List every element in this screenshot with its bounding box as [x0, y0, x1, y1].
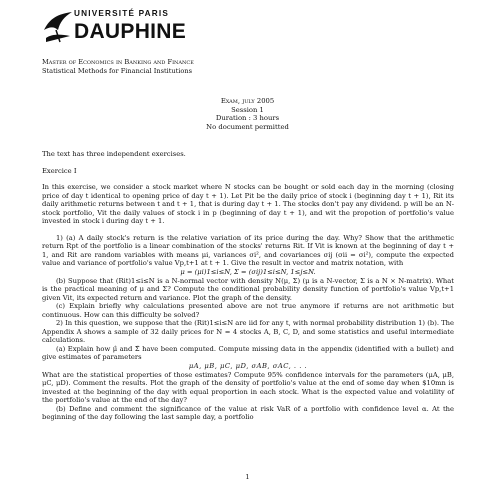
- university-logo: [42, 8, 192, 52]
- formula-mu-sigma: μ = (μi)1≤i≤N, Σ = (σij)1≤i≤N, 1≤j≤N.: [180, 268, 316, 277]
- question-2a: (a) Explain how μ̂ and Σ̂ have been computed. Compute missing data in the appendix (identified with a bullet) and give estimates of parameters: [42, 344, 454, 362]
- exam-policy: No document permitted: [206, 122, 289, 131]
- exam-header: [0, 97, 495, 131]
- parameter-list: μA, μB, μC, μD, σAB, σAC, . . .: [188, 362, 308, 371]
- exam-body: [42, 150, 454, 422]
- university-brand: DAUPHINE: [74, 20, 187, 43]
- question-1b: (b) Suppose that (Rit)1≤i≤N is a N-normal vector with density N(μ, Σ) (μ is a N-vector, Σ is a N × N-matrix). What is the practical meaning of μ and Σ? Compute the conditional probability density function of portfolio's value Vp,t+1 given Vit, its expected return and variance. Plot the graph of the density.: [42, 276, 454, 302]
- exam-duration: Duration : 3 hours: [215, 114, 280, 123]
- exam-session: Session 1: [231, 105, 264, 114]
- exam-title: Exam, july 2005: [220, 97, 275, 105]
- exercise-title: Exercice I: [42, 166, 77, 175]
- question-2b: (b) Define and comment the significance of the value at risk VaR of a portfolio with confidence level α. At the beginning of the day following the last sample day, a portfolio: [42, 404, 454, 422]
- course-name: Statistical Methods for Financial Institutions: [42, 66, 193, 75]
- paragraph-statistics: What are the statistical properties of those estimates? Compute 95% confidence intervals for the parameters (μA, μB, μC, μD). Comment the results. Plot the graph of the density of portfolio's value at the end of some day when $10mn is invested at the beginning of the day with equal proportion in each stock. What is the expected value and volatility of the portfolio's value at the end of the day?: [42, 370, 454, 405]
- university-line: UNIVERSITÉ PARIS: [74, 9, 170, 18]
- question-2: 2) In this question, we suppose that the (Rit)1≤i≤N are iid for any t, with normal probability distribution 1) (b). The Appendix A shows a sample of 32 daily prices for N = 4 stocks A, B, C, D, and some statistics and useful intermediate calculations.: [42, 319, 454, 345]
- question-1c: (c) Explain briefly why calculations presented above are not true anymore if returns are not arithmetic but continuous. How can this difficulty be solved?: [42, 302, 454, 319]
- program-name: Master of Economics in Banking and Finance: [42, 58, 194, 66]
- dauphine-emblem-icon: [42, 8, 74, 48]
- paragraph-1: In this exercise, we consider a stock market where N stocks can be bought or sold each day in the morning (closing price of day t identical to opening price of day t + 1). Let Pit be the daily price of stock i (beginning day t + 1), Rit its daily arithmetic returns between t and t + 1, that is during day t + 1. The stocks don't pay any dividend. p will be an N-stock portfolio, Vit the daily values of stock i in p (beginning of day t + 1), and wit the propotion of portfolio's value invested in stock i during day t + 1.: [42, 183, 454, 226]
- question-1a: 1) (a) A daily stock's return is the relative variation of its price during the day. Why? Show that the arithmetic return Rpt of the portfolio is a linear combination of the stocks' returns Rit. If Vit is known at the beginning of day t + 1, and Rit are random variables with means μi, variances σi², and covariances σij (σii = σi²), compute the expected value and variance of portfolio's value Vp,t+1 at t + 1. Give the result in vector and matrix notation, with: [42, 233, 454, 268]
- intro-text: The text has three independent exercises.: [42, 150, 186, 158]
- affiliation: [42, 58, 194, 75]
- page-number: 1: [245, 473, 250, 481]
